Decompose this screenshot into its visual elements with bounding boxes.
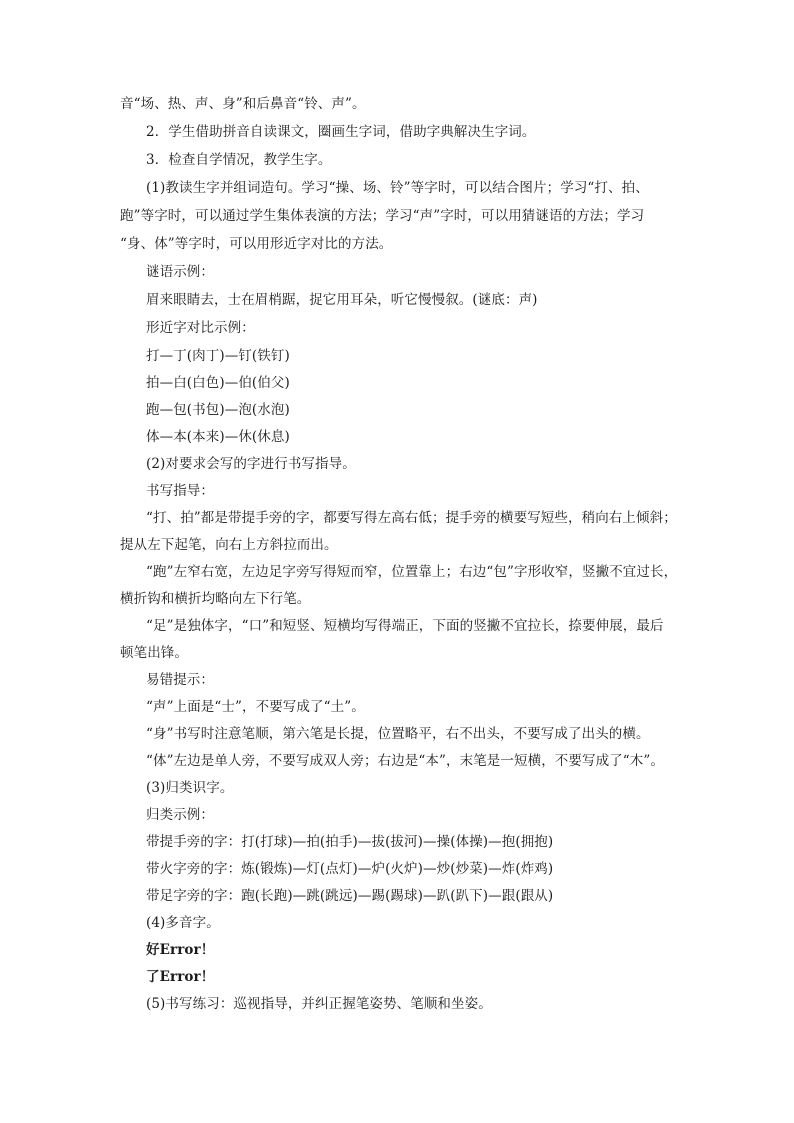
- text-line: 横折钩和横折均略向左下行笔。: [120, 591, 311, 607]
- text-line: 易错提示：: [146, 672, 214, 688]
- text-line: “声”上面是“士”，不要写成了“土”。: [146, 699, 365, 715]
- text-line: 2．学生借助拼音自读课文，圈画生字词，借助字典解决生字词。: [146, 124, 536, 140]
- text-line: 好Error！: [146, 942, 215, 958]
- text-line: 顿笔出锋。: [120, 645, 188, 661]
- text-line: (3)归类识字。: [146, 780, 234, 796]
- text-line: “身”书写时注意笔顺，第六笔是长提，位置略平，右不出头，不要写成了出头的横。: [146, 726, 650, 742]
- text-line: 打—丁(肉丁)—钉(铁钉): [146, 348, 290, 364]
- text-line: “足”是独体字，“口”和短竖、短横均写得端正，下面的竖撇不宜拉长，捺要伸展，最后: [146, 618, 664, 634]
- text-line: “身、体”等字时，可以用形近字对比的方法。: [120, 236, 393, 252]
- text-line: 带足字旁的字：跑(长跑)—跳(跳远)—踢(踢球)—趴(趴下)—跟(跟从): [146, 888, 554, 904]
- text-line: 体—本(本来)—休(休息): [146, 429, 290, 445]
- text-line: 了Error！: [146, 969, 215, 985]
- text-line: 拍—白(白色)—伯(伯父): [146, 375, 290, 391]
- text-line: (2)对要求会写的字进行书写指导。: [146, 456, 356, 472]
- text-line: 跑”等字时，可以通过学生集体表演的方法；学习“声”字时，可以用猜谜语的方法；学习: [120, 208, 645, 224]
- text-line: 形近字对比示例：: [146, 320, 255, 336]
- text-line: 跑—包(书包)—泡(水泡): [146, 402, 290, 418]
- text-line: (5)书写练习：巡视指导，并纠正握笔姿势、笔顺和坐姿。: [146, 996, 492, 1012]
- text-line: (1)教读生字并组词造句。学习“操、场、铃”等字时，可以结合图片；学习“打、拍、: [146, 180, 649, 196]
- text-line: 带火字旁的字：炼(锻炼)—灯(点灯)—炉(火炉)—炒(炒菜)—炸(炸鸡): [146, 861, 554, 877]
- text-line: 书写指导：: [146, 483, 214, 499]
- text-line: “跑”左窄右宽，左边足字旁写得短而窄，位置靠上；右边“包”字形收窄，竖撇不宜过长，: [146, 564, 678, 580]
- text-line: 谜语示例：: [146, 264, 214, 280]
- text-line: 3．检查自学情况，教学生字。: [146, 152, 332, 168]
- text-line: 带提手旁的字：打(打球)—拍(拍手)—拔(拔河)—操(体操)—抱(拥抱): [146, 834, 554, 850]
- text-line: 提从左下起笔，向右上方斜拉而出。: [120, 537, 338, 553]
- text-line: (4)多音字。: [146, 915, 220, 931]
- text-line: “体”左边是单人旁，不要写成双人旁；右边是“本”，末笔是一短横，不要写成了“木”。: [146, 753, 665, 769]
- text-line: “打、拍”都是带提手旁的字，都要写得左高右低；提手旁的横要写短些，稍向右上倾斜；: [146, 510, 677, 526]
- text-line: 音“场、热、声、身”和后鼻音“铃、声”。: [120, 96, 366, 112]
- text-line: 眉来眼睛去，士在眉梢踞，捉它用耳朵，听它慢慢叙。(谜底：声): [146, 292, 538, 308]
- text-line: 归类示例：: [146, 807, 214, 823]
